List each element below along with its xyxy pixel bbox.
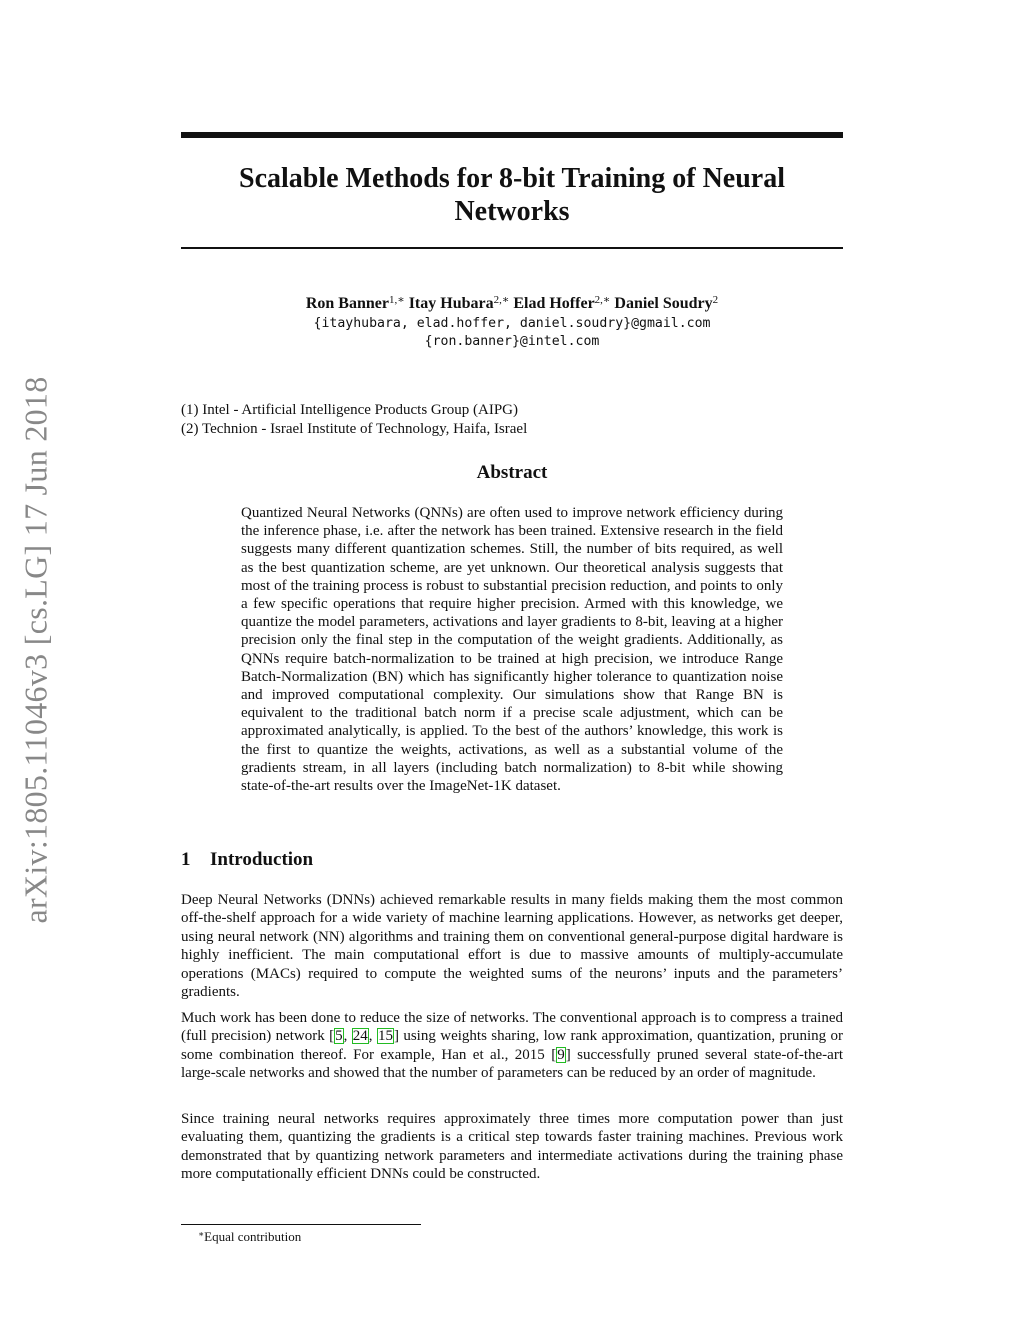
paragraph-text: Much work has been done to reduce the size of networks. The conventional approach is to compress a trained (full precision) network [ <box>181 1010 843 1045</box>
author-mark: 2,∗ <box>493 294 510 306</box>
footnote-rule <box>181 1224 421 1225</box>
citation-link[interactable]: 15 <box>377 1028 393 1045</box>
abstract-heading: Abstract <box>476 462 548 483</box>
intro-paragraph: Since training neural networks requires approximately three times more computation power than just evaluating them, quantizing the gradients is a critical step towards faster training machines. Previous work demonstrated that by quantizing network parameters and intermediate activations during the training phase more computationally efficient DNNs could be constructed. <box>181 1111 843 1183</box>
intro-paragraph: Deep Neural Networks (DNNs) achieved remarkable results in many fields making them the most common off-the-shelf approach for a wide variety of machine learning applications. However, as networks get deeper, using neural network (NN) algorithms and training them on conventional general-purpose digital hardware is highly inefficient. The main computational effort is due to massive amounts of multiply-accumulate operations (MACs) required to compute the weighted sums of the neurons’ inputs and the parameters’ gradients. <box>181 892 843 1001</box>
citation-separator: , <box>343 1028 352 1045</box>
abstract-text: Quantized Neural Networks (QNNs) are often used to improve network efficiency during the inference phase, i.e. after the network has been trained. Extensive research in the field suggests many different quantization schemes. Still, the number of bits required, as well as the best quantization scheme, are yet unknown. Our theoretical analysis suggests that most of the training process is robust to substantial precision reduction, and points to only a few specific operations that require higher precision. Armed with this knowledge, we quantize the model parameters, activations and layer gradients to 8-bit, leaving at a higher precision only the final step in the computation of the weight gradients. Additionally, as QNNs require batch-normalization to be trained at high precision, we introduce Range Batch-Normalization (BN) which has significantly higher tolerance to quantization noise and improved computational complexity. Our simulations show that Range BN is equivalent to the traditional batch norm if a precise scale adjustment, which can be approximated analytically, is applied. To the best of the authors’ knowledge, this work is the first to quantize the weights, activations, as well as a substantial volume of the gradients stream, in all layers (including batch normalization) to 8-bit while showing state-of-the-art results over the ImageNet-1K dataset. <box>241 505 783 795</box>
affiliation-line: (1) Intel - Artificial Intelligence Products Group (AIPG) <box>181 402 518 418</box>
citation-separator: , <box>368 1028 377 1045</box>
paragraph-text: ] using weights sharing, low rank approximation, quantization, pruning or some combination thereof. For example, Han et al., 2015 [ <box>181 1028 844 1063</box>
author-email-line: {itayhubara, elad.hoffer, daniel.soudry}@gmail.com <box>313 316 711 331</box>
author-name: Daniel Soudry <box>614 295 713 312</box>
section-heading-introduction <box>181 848 313 872</box>
citation-link[interactable]: 5 <box>335 1028 343 1045</box>
author-mark: 2 <box>712 294 719 306</box>
citation-link[interactable]: 24 <box>352 1028 368 1045</box>
title-bottom-rule <box>181 247 843 249</box>
affiliation-line: (2) Technion - Israel Institute of Technology, Haifa, Israel <box>181 421 528 437</box>
section-number: 1 <box>181 849 191 870</box>
author-name: Ron Banner <box>305 295 389 312</box>
citation-link[interactable]: 9 <box>557 1046 565 1063</box>
author-email-line: {ron.banner}@intel.com <box>424 334 600 349</box>
footnote-text: Equal contribution <box>204 1229 302 1244</box>
author-mark: 2,∗ <box>594 294 611 306</box>
footnote-mark: ∗ <box>198 1229 205 1239</box>
arxiv-identifier[interactable]: arXiv:1805.11046v3 [cs.LG] 17 Jun 2018 <box>17 376 54 924</box>
paper-title: Scalable Methods for 8-bit Training of Neural Networks <box>239 163 785 227</box>
author-mark: 1,∗ <box>388 294 405 306</box>
author-name: Elad Hoffer <box>513 295 595 312</box>
paragraph-text: ] successfully pruned several state-of-the-art large-scale networks and showed that the number of parameters can be reduced by an order of magnitude. <box>181 1046 843 1082</box>
title-top-rule <box>181 132 843 138</box>
author-name: Itay Hubara <box>408 295 494 312</box>
author-list <box>181 294 843 314</box>
footnote <box>198 1228 301 1245</box>
intro-paragraph <box>181 1009 843 1083</box>
section-title: Introduction <box>210 849 314 870</box>
